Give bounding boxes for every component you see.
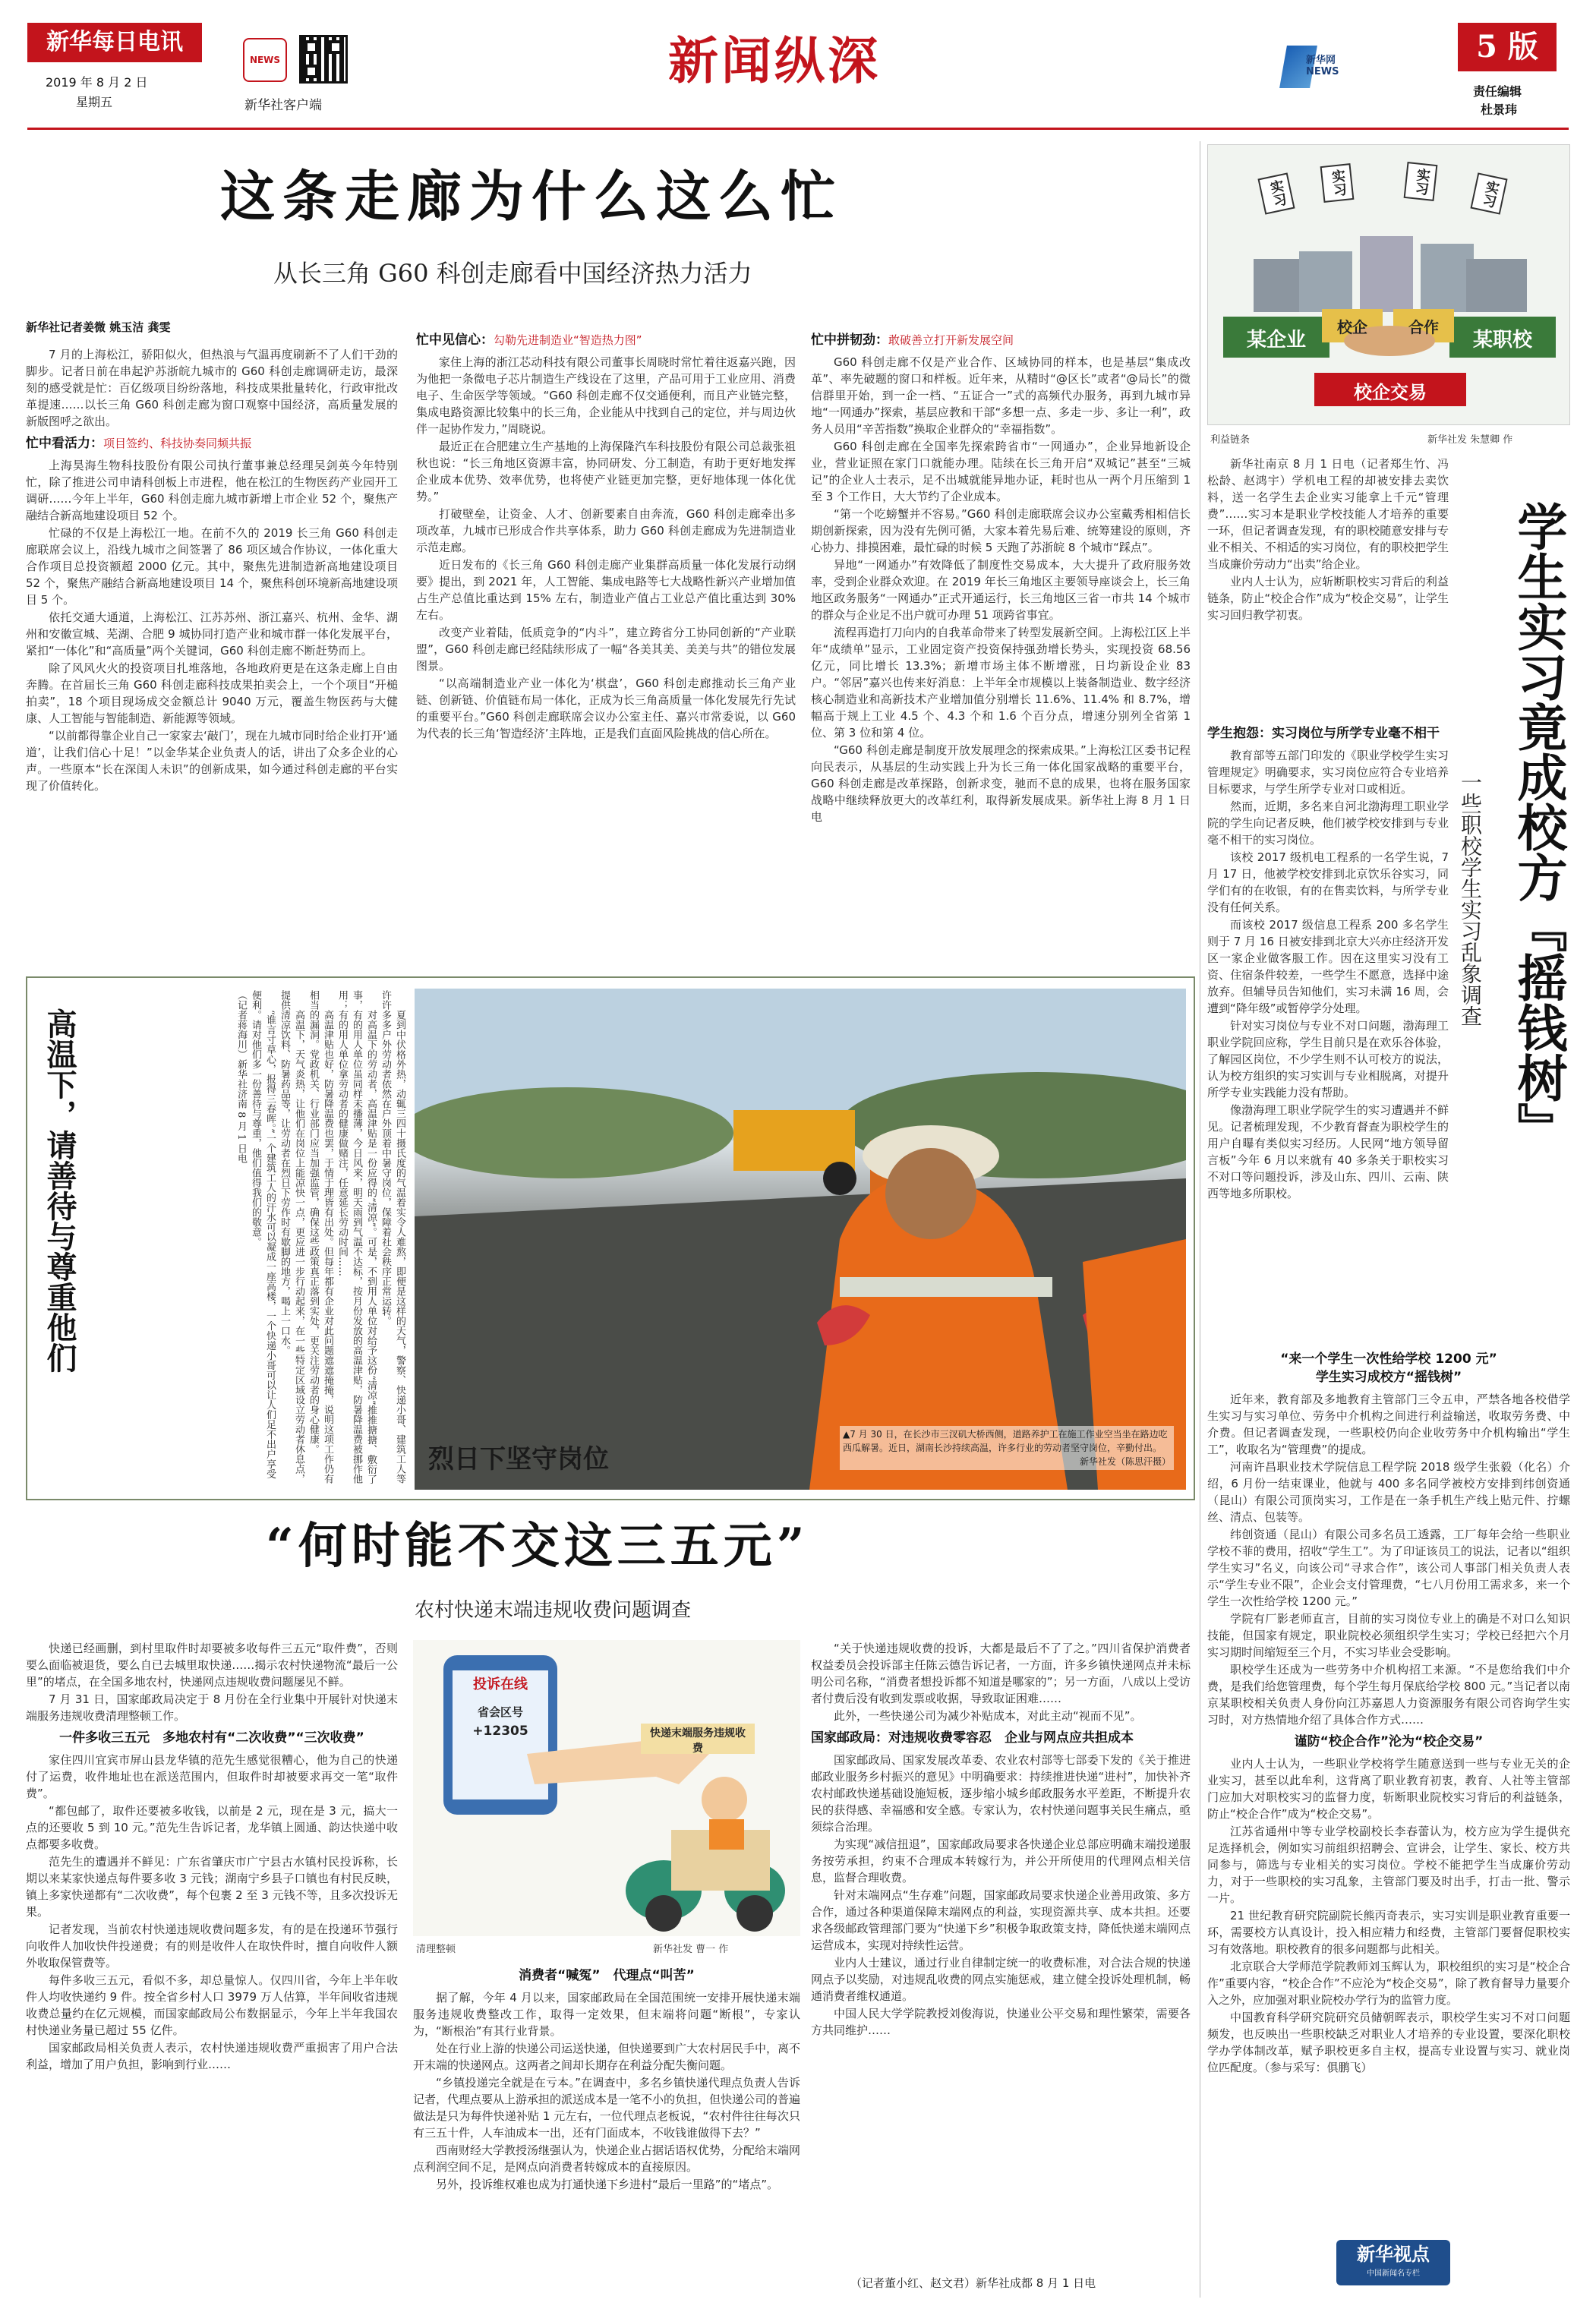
cartoon-card-number: +12305 [472,1724,528,1739]
express-title: “何时能不交这三五元” [266,1518,809,1575]
lead-byline: 新华社记者姜微 姚玉洁 龚雯 [26,320,171,334]
intern-title-part1: 学生实习竟成校方 [1509,501,1568,902]
intern-title-part2: 『摇钱树』 [1509,902,1568,1153]
paragraph: 而该校 2017 级信息工程系 200 多名学生则于 7 月 16 日被安排到北京大兴亦庄经济开发区一家企业做客服工作。因在这里实习没有工资、住宿条件较差，一些学生不愿意，选择中途放弃。但辅导员告知他们，实习未满 16 周，会遭到“降年级”或暂停学分处理。 [1207,918,1449,1015]
paragraph: G60 科创走廊在全国率先探索跨省市“一网通办”，企业异地新设企业，营业证照在家门口就能办理。陆续在长三角开启“双城记”甚至“三城记”的企业人士表示，足不出城就能异地办证，耗时也从一两个月压缩到 1 至 3 个工作日，大大节约了企业成本。 [811,440,1191,503]
paragraph: 高温下，天气炎热，让他们在岗位上能凉快一点，更应进一步行动起来，在一些特定区域设立劳动者休息点，提供清凉饮料、防暑药品等，让劳动者在烈日下劳作时有歇脚的地方，喝上一口水。 [279,990,304,1484]
masthead-rule [27,128,1569,130]
heat-text [118,990,407,1488]
paragraph: 国家邮政局相关负责人表示，农村快递违规收费严重损害了用户合法利益，增加了用户负担，影响到行业…… [26,2041,398,2071]
masthead-left-title: 新华每日电讯 [27,23,202,62]
cartoon-left-sign: 某企业 [1246,329,1306,352]
heat-dateline: （记者蒋海川）新华社济南 8 月 1 日电 [235,990,247,1164]
heat-title: 高温下，请善待与尊重他们 [42,1008,77,1373]
cartoon-sign: 实习 [1257,172,1295,214]
paragraph: 国家邮政局、国家发展改革委、农业农村部等七部委下发的《关于推进邮政业服务乡村振兴的意见》中明确要求：持续推进快递“进村”，加快补齐农村邮政快递基础设施短板，逐步缩小城乡邮政服务水平差距，不断提升农民的获得感、幸福感和安全感。专家认为，农村快递问题事关民生痛点，亟须综合治理。 [811,1753,1191,1834]
cartoon-sign: 实习 [1320,163,1355,203]
paragraph: “谁言寸草心，报得三春晖。”一个建筑工人的汗水可以凝成一座高楼，一个快递小哥可以让人们足不出户享受便利。请对他们多一份善待与尊重，他们值得我们的敬意。 [250,990,276,1479]
paragraph: 家住四川宜宾市屏山县龙华镇的范先生感觉很糟心，他为自己的快递付了运费，收件地址也在派送范围内，但取件时却被要求再交一笔“取件费”。 [26,1753,398,1800]
express-subtitle: 农村快递末端违规收费问题调查 [415,1599,692,1622]
paragraph: 记者发现，当前农村快递违规收费问题多发，有的是在投递环节强行向收件人加收快件投递费；有的则是收件人在取快件时，擅自向收件人额外收取保管费等。 [26,1922,398,1970]
cartoon2-caption-left: 清理整顿 [416,1944,456,1955]
cartoon-sign: 实习 [1470,172,1507,214]
intern-subtitle: 一些职校学生实习乱象调查 [1458,771,1483,1027]
paragraph: 上海昊海生物科技股份有限公司执行董事兼总经理吴剑英今年特别忙，除了推进公司申请科创板上市进程，他在松江的生物医药产业园开工调研……今年上半年，G60 科创走廊九城市新增上市企业 52 个，聚焦产融结合新高地建设项目 52 个。 [26,459,398,522]
xinhua-viewpoint-logo [1336,2240,1450,2285]
paragraph: 像渤海理工职业学院学生的实习遭遇并不鲜见。记者梳理发现，不少教育督查为职校学生的用户自曝有类似实习经历。人民网“地方领导留言板”今年 6 月以来就有 40 多条关于职校实习不对口等问题投诉，涉及山东、四川、云南、陕西等地多所职校。 [1207,1103,1449,1200]
worker-photo [415,989,1186,1490]
photo-caption [840,1426,1174,1470]
paragraph: 除了风风火火的投资项目扎堆落地，各地政府更是在这条走廊上自由奔腾。在首届长三角 G60 科创走廊科技成果拍卖会上，一个个项目“开槌拍卖”，18 个项目现场成交金额总计 9040 万元，覆盖生物医药与大健康、人工智能与智能制造、新能源等领域。 [26,661,398,725]
photo-overlay-text: 烈日下坚守岗位 [428,1444,609,1475]
cartoon-card-title: 投诉在线 [473,1676,528,1692]
editor-label: 责任编辑 [1473,84,1522,99]
paragraph: 打破壁垒，让资金、人才、创新要素自由奔流，G60 科创走廊牵出多项改革，九城市已形成合作共享体系，助力 G60 科创走廊成为先进制造业示范走廊。 [416,507,796,554]
paragraph: “关于快递违规收费的投诉，大都是最后不了了之。”四川省保护消费者权益委员会投诉部主任陈云德告诉记者，一方面，许多乡镇快递网点并未标明公司名称，“消费者想投诉都不知道是哪家的”；另一方面，八成以上受访者付费后没有收到发票或收据，导致取证困难…… [811,1642,1191,1705]
lead-column-1 [26,346,398,969]
cartoon-mid-right: 合作 [1408,318,1439,336]
paragraph: 范先生的遭遇并不鲜见：广东省肇庆市广宁县古水镇村民投诉称，长期以来某家快递点每件要多收 3 元钱；湖南宁乡县子口镇也有村民反映，镇上多家快递都有“二次收费”，每个包裹 2 至 3 元钱不等，且多次投诉无果。 [26,1855,398,1919]
lead-section-2-heading: 忙中见信心：勾勒先进制造业“智造热力图” [416,333,642,348]
lead-intro: 7 月的上海松江，骄阳似火，但热浪与气温再度刷新不了人们干劲的脚步。记者日前在串起沪苏浙皖九城市的 G60 科创走廊调研走访，最深刻的感受就是忙：百亿级项目纷纷落地，科技成果批量转化，行政审批改革提速……以长三角 G60 科创走廊为窗口观察中国经济，高质量发展的新版图呼之欲出。 [26,348,398,428]
photo-credit: 新华社发（陈思汗摄） [1079,1456,1171,1467]
cartoon-caption-left: 利益链条 [1210,434,1251,446]
intern-heading-3: 谨防“校企合作”沦为“校企交易” [1294,1734,1484,1749]
editor-name: 杜景玮 [1481,103,1518,117]
lead-title: 这条走廊为什么这么忙 [220,164,844,229]
express-heading-1: 一件多收三五元 多地农村有“二次收费”“三次收费” [59,1730,364,1746]
paragraph: 忙碌的不仅是上海松江一地。在前不久的 2019 长三角 G60 科创走廊联席会议上，沿线九城市之间签署了 86 项区域合作协议，一体化重大合作项目总投资额超 2000 亿元。其中，聚焦先进制造新高地建设项目 52 个，聚焦产融结合新高地建设项目 14 个，聚焦科创环境新高地建设项目 5 个。 [26,526,398,607]
paragraph: 此外，一些快递公司为减少补贴成本，对此主动“视而不见”。 [834,1709,1142,1723]
paragraph: 该校 2017 级机电工程系的一名学生说，7 月 17 日，他被学校安排到北京饮乐谷实习，同学们有的在收银，有的在售卖饮料，与所学专业没有任何关系。 [1207,850,1449,914]
intern-intro [1207,456,1449,729]
paragraph: 21 世纪教育研究院副院长熊丙奇表示，实习实训是职业教育重要一环，需要校方认真设计，投入相应精力和经费，主管部门要督促职校实习有效落地。职校教育的很多问题都与此相关。 [1207,1909,1570,1956]
express-column-2 [413,1962,800,2293]
paragraph: 学院有厂影老师直言，目前的实习岗位专业上的确是不对口么知识技能，但国家有规定，职业院校必须组织学生实习；学校已经把六个月实习期时间缩短至三个月，不实习毕业会受影响。 [1207,1612,1570,1659]
masthead [0,0,1596,144]
paragraph: 对高温下的劳动者，高温津贴是一份应得的“清凉”。可是，不到用人单位对给予这份“清凉”推推搪搪、敷衍了事，有的用人单位虽同样未播薄，今日风来，明天雨到气温不达标，按月份发放的高温津贴，防暑降温费被挪作他用；有的用人单位拿劳动者的健康做赌注，任意延长劳动时间…… [336,990,377,1484]
express-dateline: （记者董小红、赵文君）新华社成都 8 月 1 日电 [850,2276,1096,2290]
lead-column-2 [416,326,796,969]
cartoon-school-enterprise [1207,144,1570,425]
lead-section-1-heading: 忙中看活力：项目签约、科技协奏同频共振 [26,436,252,451]
lead-subtitle: 从长三角 G60 科创走廊看中国经济热力活力 [273,259,752,288]
paragraph: 改变产业着陆，低质竞争的“内斗”，建立跨省分工协同创新的“产业联盟”，G60 科创走廊已经陆续形成了一幅“各美其美、美美与共”的错位发展图景。 [416,626,796,673]
paragraph: 中国人民大学学院教授刘俊海说，快递业公平交易和理性繁荣，需要各方共同维护…… [811,2007,1191,2037]
cartoon-express-fee [413,1640,800,1936]
paragraph: 夏到中伏格外热，动辄三四十摄氏度的气温着实令人难熬，即便是这样的天气，警察、快递小哥、建筑工人等许许多多户外劳动者依然在户外顶着中暑守岗位，保障着社会秩序正常运转。 [380,990,405,1484]
paragraph: “第一个吃螃蟹并不容易。”G60 科创走廊联席会议办公室戴秀相相信长期创新探索，因为没有先例可循，大家本着先易后难、统筹建设的原则，齐心协力、排摸困难，最忙碌的时候 5 天跑了苏浙皖 8 个城市“踩点”。 [811,507,1191,554]
cartoon-right-sign: 某职校 [1472,329,1532,352]
express-column-1 [26,1640,398,2293]
paragraph: 高温津贴也好，防暑降温费也罢，于情于理皆有出处。但每年都有企业对此问题遮遮掩掩，说明这项工作仍有相当的漏洞。党政机关、行业部门应当加强监管，确保这些政策真正落到实处，更关注劳动者的身心健康。 [308,990,333,1484]
cartoon-banner: 校企交易 [1354,382,1427,403]
qr-code-icon [299,35,348,84]
cartoon-sign: 实习 [1404,162,1438,201]
intern-title [1508,501,1569,1336]
express-column-3 [811,1640,1191,2270]
intern-column-b [1207,1345,1570,2295]
paragraph: 家住上海的浙江芯动科技有限公司董事长周晓时常忙着往返嘉兴跑，因为他把一条微电子芯片制造生产线设在了这里，产品可用于工业应用、消费电子、生命医学等领域。“G60 科创走廊不仅交通便利，而且产业链完整，集成电路资源比较集中的长三角，企业能从中找到自己的定位，并与周边伙伴一起协作发力，”周晓说。 [416,355,796,436]
paragraph: 近年来，教育部及多地教育主管部门三令五申，严禁各地各校借学生实习与实习单位、劳务中介机构之间进行利益输送，收取劳务费、中介费。但记者调查发现，一些职校仍向企业收劳务中介机构输出“学生工”，收取名为“管理费”的提成。 [1207,1393,1570,1456]
issue-weekday: 星期五 [76,95,113,109]
paragraph: “G60 科创走廊是制度开放发展理念的探索成果。”上海松江区委书记程向民表示，从基层的生动实践上升为长三角一体化国家战略的重要平台，G60 科创走廊是改革探路，创新求变，驰而不息的成果，也将在服务国家战略中继续释放更大的改革红利，取得新发展成果。新华社上海 8 月 1 日电 [811,743,1191,824]
xinhua-app-icon: NEWS [243,38,287,82]
paragraph: 教育部等五部门印发的《职业学校学生实习管理规定》明确要求，实习岗位应符合专业培养目标要求，与学生所学专业对口或相近。 [1207,749,1449,796]
paragraph: 异地“一网通办”有效降低了制度性交易成本，大大提升了政府服务效率，受到企业群众欢迎。在 2019 年长三角地区主要领导座谈会上，长三角地区政务服务“一网通办”正式开通运行，长三角地区三省一市共 14 个城市的群众与企业足不出户就可办理 51 项跨省事宜。 [811,558,1191,622]
paragraph: 为实现“减信扭退”，国家邮政局要求各快递企业总部应明确末端投递服务按劳承担，约束不合理成本转嫁行为，并公开所使用的代理网点相关信息，监督合理收费。 [811,1837,1191,1885]
paragraph: 纬创资通（昆山）有限公司多名员工透露，工厂每年会给一些职业学校不菲的费用，招收“学生工”。为了印证该员工的说法，记者以“组织学生实习”名义，向该公司“寻求合作”，该公司人事部门相关负责人表示“学生专业不限”，企业会支付管理费，“七八月份用工需求多，来一个学生一次性给学校 1200 元。” [1207,1528,1570,1608]
app-label: 新华社客户端 [244,98,322,113]
paragraph: 快递已经画删，到村里取件时却要被多收每件三五元“取件费”，否则要么面临被退货，要么自已去城里取快递……揭示农村快递物流“最后一公里”的堵点，在全国多地农村，快递网点违规收费问题屡见不鲜。 [26,1642,398,1689]
paragraph: 西南财经大学教授汤继强认为，快递企业占据话语权优势，分配给末端网点利润空间不足，是网点向消费者转嫁成本的直接原因。 [413,2143,800,2174]
cartoon2-caption-right: 新华社发 曹一 作 [653,1944,729,1955]
section-title: 新闻纵深 [668,31,881,90]
intern-heading-2b: 学生实习成校方“摇钱树” [1315,1370,1462,1385]
intern-heading-1: 学生抱怨：实习岗位与所学专业毫不相干 [1207,726,1440,741]
paragraph: “以高端制造业产业一体化为‘棋盘’，G60 科创走廊推动长三角产业链、创新链、价值链布局一体化，正成为长三角高质量一体化发展先行先试的重要平台。”G60 科创走廊联席会议办公室主任、嘉兴市常委说，以 G60 为代表的长三角‘智造经济’主阵地，正是我们直面风险挑战的信心所在。 [416,677,796,740]
paragraph: 中国教育科学研究院研究员储朝晖表示，职校学生实习不对口问题频发，也反映出一些职校缺乏对职业人才培养的专业设置，要深化职校学办学体制改革，赋予职校更多自主权，提高专业设置与实习、就业岗位匹配度。（参与采写：俱鹏飞） [1207,2011,1570,2074]
logo-subtext: 中国新闻名专栏 [1367,2269,1420,2278]
paragraph: 新华社南京 8 月 1 日电（记者郑生竹、冯松龄、赵鸿宇）学机电工程的却被安排去卖饮料，送一名学生去企业实习能拿上千元“管理费”……实习本是职业学校技能人才培养的重要一环，但记者调查发现，有的职校随意安排与专业不相关、不相适的实习岗位，有的职校把学生当成廉价劳动力“出卖”给企业。 [1207,457,1449,571]
paragraph: G60 科创走廊不仅是产业合作、区域协同的样本，也是基层“集成改革”、率先破题的窗口和样板。近年来，从精时“@区长”或者“@局长”的微信群里开始，到一企一档、“五证合一”式的高频代办服务，再到九城市异地“一网通办”探索，基层应教和干部“多想一点、多走一步、多让一利”，政务人员用“辛苦指数”换取企业群众的“幸福指数”。 [811,355,1191,436]
intern-heading-2a: “来一个学生一次性给学校 1200 元” [1280,1352,1497,1367]
paragraph: 业内人士认为，一些职业学校将学生随意送到一些与专业无关的企业实习，甚至以此牟利，这背离了职业教育初衷，教育、人社等主管部门应加大对职校实习的监督力度，斩断职业院校实习背后的利益链条，防止“校企合作”成为“校企交易”。 [1207,1757,1570,1821]
issue-date: 2019 年 8 月 2 日 [46,75,148,90]
cartoon-caption-right: 新华社发 朱慧卿 作 [1427,434,1513,446]
paragraph: 流程再造打刀向内的自我革命带来了转型发展新空间。上海松江区上半年“成绩单”显示，工业固定资产投资保持强劲增长势头，实现投资 68.56 亿元，同比增长 13.3%；新增市场主体不断增涨，日均新设企业 83 户。“邻居”嘉兴也传来好消息：上半年全市规模以上装备制造业、数字经济核心制造业和高新技术产业增加值分别增长 11.6%、11.4% 和 8.7%，增幅高于规上工业 4.5 个、4.3 个和 1.6 个百分点，增速分别列全省第 1 位、第 3 位和第 4 位。 [811,626,1191,740]
logo-text: 新华视点 [1357,2244,1430,2265]
paragraph: 然而，近期，多名来自河北渤海理工职业学院的学生向记者反映，他们被学校安排到与专业毫不相干的实习岗位。 [1207,800,1449,847]
paragraph: 针对末端网点“生存难”问题，国家邮政局要求快递企业善用政策、多方合作，通过各种渠道保障末端网点的利益，实现资源共享、成本共担。还要求各级邮政管理部门要为“快递下乡”积极争取政策支持，降低快递末端网点运营成本，实现对持续性运营。 [811,1888,1191,1952]
paragraph: 近日发布的《长三角 G60 科创走廊产业集群高质量一体化发展行动纲要》提出，到 2021 年，人工智能、集成电路等七大战略性新兴产业增加值占生产总值比重达到 15% 左右，制造业产值占工业总产值比重达到 30% 左右。 [416,558,796,622]
paragraph: 每件多收三五元，看似不多，却总量惊人。仅四川省，今年上半年收件人均收快递约 9 件。按全省乡村人口 3979 万人估算，半年间收省违规收费总量约在亿元规模，而国家邮政局公布数据显示，今年上半年我国农村快递业务量已超过 55 亿件。 [26,1973,398,2037]
paragraph: 江苏省通州中等专业学校副校长李春蕾认为，校方应为学生提供充足选择机会，例如实习前组织招聘会、宣讲会，让学生、家长、校方共同参与，筛选与专业相关的实习岗位。学校不能把学生当成廉价劳动力，对于一些职校的实习乱象，主管部门要及时出手，打击一批、警示一片。 [1207,1825,1570,1905]
paragraph: 河南许昌职业技术学院信息工程学院 2018 级学生张毅（化名）介绍，6 月份一结束课业，他就与 400 多名同学被校方安排到纬创资通（昆山）有限公司顶岗实习，工作是在一条手机生产线上贴元件、拧螺丝、清点、包装等。 [1207,1460,1570,1524]
paragraph: 业内人士建议，通过行业自律制定统一的收费标准，对合法合规的快递网点予以奖励，对违规乱收费的网点实施惩戒，建立健全投诉处理机制，畅通消费者维权通道。 [811,1956,1191,2003]
paragraph: 另外，投诉维权难也成为打通快递下乡进村“最后一里路”的“堵点”。 [436,2178,779,2191]
paragraph: “都包邮了，取件还要被多收钱，以前是 2 元，现在是 3 元，搞大一点的还要收 5 到 10 元。”范先生告诉记者，龙华镇上圆通、韵达快递中收点都要多收费。 [26,1804,398,1851]
news-logo-icon: 新华网 NEWS [1283,46,1344,91]
paragraph: 北京联合大学师范学院教师刘玉辉认为，职校组织的实习是“校企合作”重要内容，“校企合作”不应沦为“校企交易”，除了教育督导力量要介入之外，应加强对职业院校办学行为的监管力度。 [1207,1960,1570,2007]
lead-column-3 [811,326,1191,969]
paragraph: 处在行业上游的快递公司运送快递，但快递要到广大农村居民手中，离不开末端的快递网点。这两者之间却长期存在利益分配失衡问题。 [413,2042,800,2072]
paragraph: 7 月 31 日，国家邮政局决定于 8 月份在全行业集中开展针对快递末端服务违规收费清理整顿工作。 [26,1692,398,1723]
caption-text: ▲7 月 30 日，在长沙市三汊矶大桥西侧，道路养护工在施工作业空当坐在路边吃西瓜解暑。近日，湖南长沙持续高温，许多行业的劳动者坚守岗位，辛勤付出。 [843,1429,1168,1453]
paragraph: 依托交通大通道，上海松江、江苏苏州、浙江嘉兴、杭州、金华、湖州和安徽宣城、芜湖、合肥 9 城协同打造产业和城市群一体化发展平台，紧扣“一体化”和“高质量”两个关键词，G60 科创走廊不断赶势而上。 [26,610,398,658]
heat-box [26,976,1195,1500]
cartoon-sign-text: 快递末端服务违规收费 [650,1727,746,1755]
express-heading-3: 国家邮政局：对违规收费零容忍 企业与网点应共担成本 [811,1730,1134,1746]
intern-column-a [1207,720,1449,1342]
lead-section-3-heading: 忙中拼韧劲：敢破善立打开新发展空间 [811,333,1014,348]
paragraph: “以前都得靠企业自己一家家去‘敲门’，现在九城市同时给企业打开‘通道’，让我们信心十足！”以金华某企业负责人的话，讲出了众多企业的心声。一些原本“长在深闺人未识”的创新成果，如今通过科创走廊的平台实现了价值转化。 [26,729,398,793]
paragraph: 业内人士认为，应斩断职校实习背后的利益链条，防止“校企合作”成为“校企交易”，让学生实习回归教学初衷。 [1207,575,1449,622]
express-heading-2: 消费者“喊冤” 代理点“叫苦” [519,1968,695,1983]
paragraph: 针对实习岗位与专业不对口问题，渤海理工职业学院回应称，学生目前只是在欢乐谷体验，了解园区岗位，不少学生则不认可校方的说法，认为校方组织的实习实训与专业相脱离，对提升所学专业实践能力没有帮助。 [1207,1019,1449,1099]
photo-scene [415,989,1186,1490]
paragraph: “乡镇投递完全就是在亏本。”在调查中，多名乡镇快递代理点负责人告诉记者，代理点要从上游承担的派送成本是一笔不小的负担，但快递公司的普遍做法是只为每件快递补贴 1 元左右，一位代理点老板说，“农村件往往每次只有三五十件，人车油成本一出，还有门面成本，不收钱谁做得下去？” [413,2076,800,2140]
paragraph: 据了解，今年 4 月以来，国家邮政局在全国范围统一安排开展快递末端服务违规收费整改工作，取得一定效果，但末端将问题“断根”，专家认为，“断根治”有其行业背景。 [413,1991,800,2038]
page-number: 5 版 [1458,23,1557,71]
paragraph: 职校学生还成为一些劳务中介机构招工来源。“不是您给我们中介费，是我们给您管理费，每个学生每月保底给学校 800 元。”当记者以南京某职校相关负责人身份向江苏嘉恩人力资源服务有限公司咨询学生实习时，对方热情地介绍了具体合作方式…… [1207,1663,1570,1727]
cartoon-mid-left: 校企 [1337,318,1367,336]
paragraph: 最近正在合肥建立生产基地的上海保隆汽车科技股份有限公司总裁张祖秋也说：“长三角地区资源丰富，协同研发、分工制造，有助于更好地发挥企业成本优势、效率优势，也将使产业链更加完整，更好地体现一体化优势。” [416,440,796,503]
cartoon-card-line: 省会区号 [477,1705,523,1719]
